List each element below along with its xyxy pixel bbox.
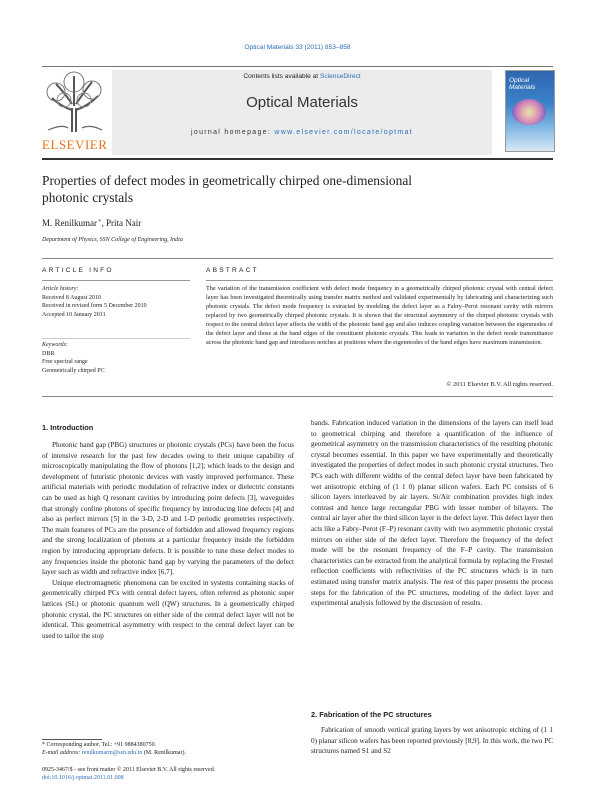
left-column [42, 440, 294, 641]
paragraph: bands. Fabrication induced variation in the dimensions of the layers can itself lead to geometrical chirping and therefore a quantification of the influence of geometrical asymmetry on the transmission characteristics of the resulting photonic crystal becomes essential. In this paper we have experimentally and theoretically investigated the properties of defect modes in such photonic crystal structures. Two PCs each with different widths of the central defect layer have been fabricated by wet anisotropic etching of (1 1 0) planar silicon wafers. Each PC consists of 6 silicon layers interleaved by air layers. Si/Air combination provides high index contrast and hence large rectangular PBG with lesser number of bilayers. The central air layer after the third silicon layer is the defect layer. This defect layer then acts like a Fabry–Perot (F–P) resonant cavity with two asymmetric photonic crystal mirrors on either side of the defect layer. Therefore the frequency of the defect mode will be the resonant frequency of the F–P cavity. The transmission characteristics can be extracted from the analytical formula by replacing the Fresnel reflection coefficients with reflectivities of the PC structures which is in turn estimated using transfer matrix analysis. The rest of this paper presents the process steps for the fabrication of the PC structures, modeling of the defect layer and experimental analysis followed by the discussion of results. [311, 419, 553, 608]
article-title-line1: Properties of defect modes in geometrically chirped one-dimensional [42, 173, 412, 188]
keyword: Free spectral range [42, 359, 88, 366]
author-name: Prita Nair [106, 218, 142, 228]
elsevier-logo [42, 70, 106, 150]
journal-reference[interactable]: Optical Materials 33 (2011) 853–858 [244, 44, 351, 51]
author-separator: , [101, 218, 106, 228]
issn-line: 0925-3467/$ - see front matter © 2011 Elsevier B.V. All rights reserved. [42, 767, 216, 773]
footnote-rule [42, 739, 102, 740]
cover-image [512, 99, 546, 125]
received-date: Received 8 August 2010 [42, 294, 101, 301]
section-heading: 1. Introduction [42, 423, 94, 432]
homepage-link[interactable]: www.elsevier.com/locate/optmat [274, 129, 413, 136]
paragraph: Fabrication of smooth vertical grating layers by wet anisotropic etching of (1 1 0) planar silicon wafers has been reported previously [8,9]. In this work, the two PC structures named S1 and S2 [311, 726, 553, 756]
contents-prefix: Contents lists available at [243, 73, 320, 80]
doi-link[interactable]: doi:10.1016/j.optmat.2011.01.008 [42, 775, 124, 782]
keyword: Geometrically chirped PC [42, 367, 105, 374]
journal-title: Optical Materials [246, 94, 358, 111]
elsevier-tree-icon [42, 70, 106, 134]
article-info-rule [42, 280, 190, 281]
journal-banner [112, 70, 492, 155]
affiliation: Department of Physics, SSN College of Engineering, India [42, 237, 183, 243]
revised-date: Received in revised form 5 December 2010 [42, 303, 147, 310]
article-history [42, 285, 192, 319]
author-name: M. Renilkumar [42, 218, 97, 228]
paragraph: Unique electromagnetic phenomena can be excited in systems containing stacks of geometrically chirped PCs with central defect layers, often referred as photonic super lattices (SL) or photonic quantum well (QW) structures. In a geometrically chirped photonic crystal, the PC structures on either side of the central defect layer will not be identical. This geometrical asymmetry with respect to the central defect layer can be used to tailor the stop [42, 578, 294, 640]
header-rule-top [42, 66, 553, 67]
article-title [42, 172, 553, 206]
footnote [42, 741, 294, 758]
corresponding-author-mark[interactable]: * [98, 218, 102, 226]
article-info-heading: ARTICLE INFO [42, 267, 114, 274]
homepage-prefix: journal homepage: [191, 129, 275, 136]
paragraph: Photonic band gap (PBG) structures or photonic crystals (PCs) have been the focus of intensive research for the past few decades owing to their unique capability of microscopically manipulating the flow of photons [1,2]; which leads to the design and development of futuristic photonic devices with vastly improved performance. These artificial materials with periodic modulation of refractive index or dielectric constants can be used as high Q resonant cavities by introducing point defects [3], waveguides that strongly confine photons of specific frequency by introducing line defects [4] and also as perfect mirrors [5] in the 3-D, 2-D and 1-D periodic geometries respectively. The main features of PCs are the presence of forbidden and allowed frequency regions and the strong localization of photons at a particular frequency inside the forbidden region by introducing appropriate defects. It is possible to tune these defect modes to any frequencies inside the photonic band gap by varying the parameters of the defect layer such as width and refractive index [6,7]. [42, 441, 294, 577]
section-rule [42, 258, 553, 259]
abstract-text: The variation of the transmission coefficient with defect mode frequency in a geometrically chirped photonic crystal with central defect layer has been investigated theoretically using transfer matrix method and validated experimentally by fabricating and characterizing such photonic crystals. The defect mode frequency is extracted by modeling the defect layer as a Fabry–Perot resonant cavity with mirrors replaced by two geometrically chirped photonic crystals. It is shown that the structural asymmetry of the chirped photonic crystals with respect to the central defect layer affects the width of the photonic band gap and also induces coupling variation between the eigenmodes of the defect layer and those at the band edges of the constituent photonic crystals. This leads to variation in the defect mode transmittance across the photonic band gap and introduces notches at positions where the eigenmodes of the band edges have maximum transmission. [206, 285, 553, 347]
email-label: E-mail address: [42, 750, 82, 757]
email-link[interactable]: renilkumarm@ssn.edu.in [81, 750, 143, 757]
journal-cover[interactable] [505, 70, 555, 152]
abstract-end-rule [42, 396, 553, 397]
article-title-line2: photonic crystals [42, 190, 134, 205]
author-list [42, 218, 141, 228]
right-column-continued [311, 725, 553, 757]
sciencedirect-link[interactable]: ScienceDirect [319, 73, 361, 80]
history-label: Article history: [42, 286, 79, 292]
header-rule-bottom [42, 158, 553, 160]
front-matter [42, 766, 442, 783]
publisher-name: ELSEVIER [42, 137, 108, 152]
journal-homepage [112, 129, 492, 136]
accepted-date: Accepted 10 January 2011 [42, 311, 106, 318]
cover-title: Optical Materials [509, 77, 536, 91]
abstract-heading: ABSTRACT [206, 267, 259, 274]
corresponding-author-note: * Corresponding author. Tel.: +91 9884380750. [42, 742, 157, 748]
keywords-label: Keywords: [42, 342, 68, 348]
copyright: © 2011 Elsevier B.V. All rights reserved. [446, 381, 553, 388]
email-suffix: (M. Renilkumar). [142, 750, 186, 757]
abstract-rule [206, 280, 553, 281]
keywords-rule [42, 338, 190, 339]
contents-line [112, 73, 492, 80]
section-heading: 2. Fabrication of the PC structures [311, 710, 432, 719]
keywords-block [42, 341, 192, 375]
right-column [311, 418, 553, 609]
keyword: DBR [42, 350, 55, 357]
